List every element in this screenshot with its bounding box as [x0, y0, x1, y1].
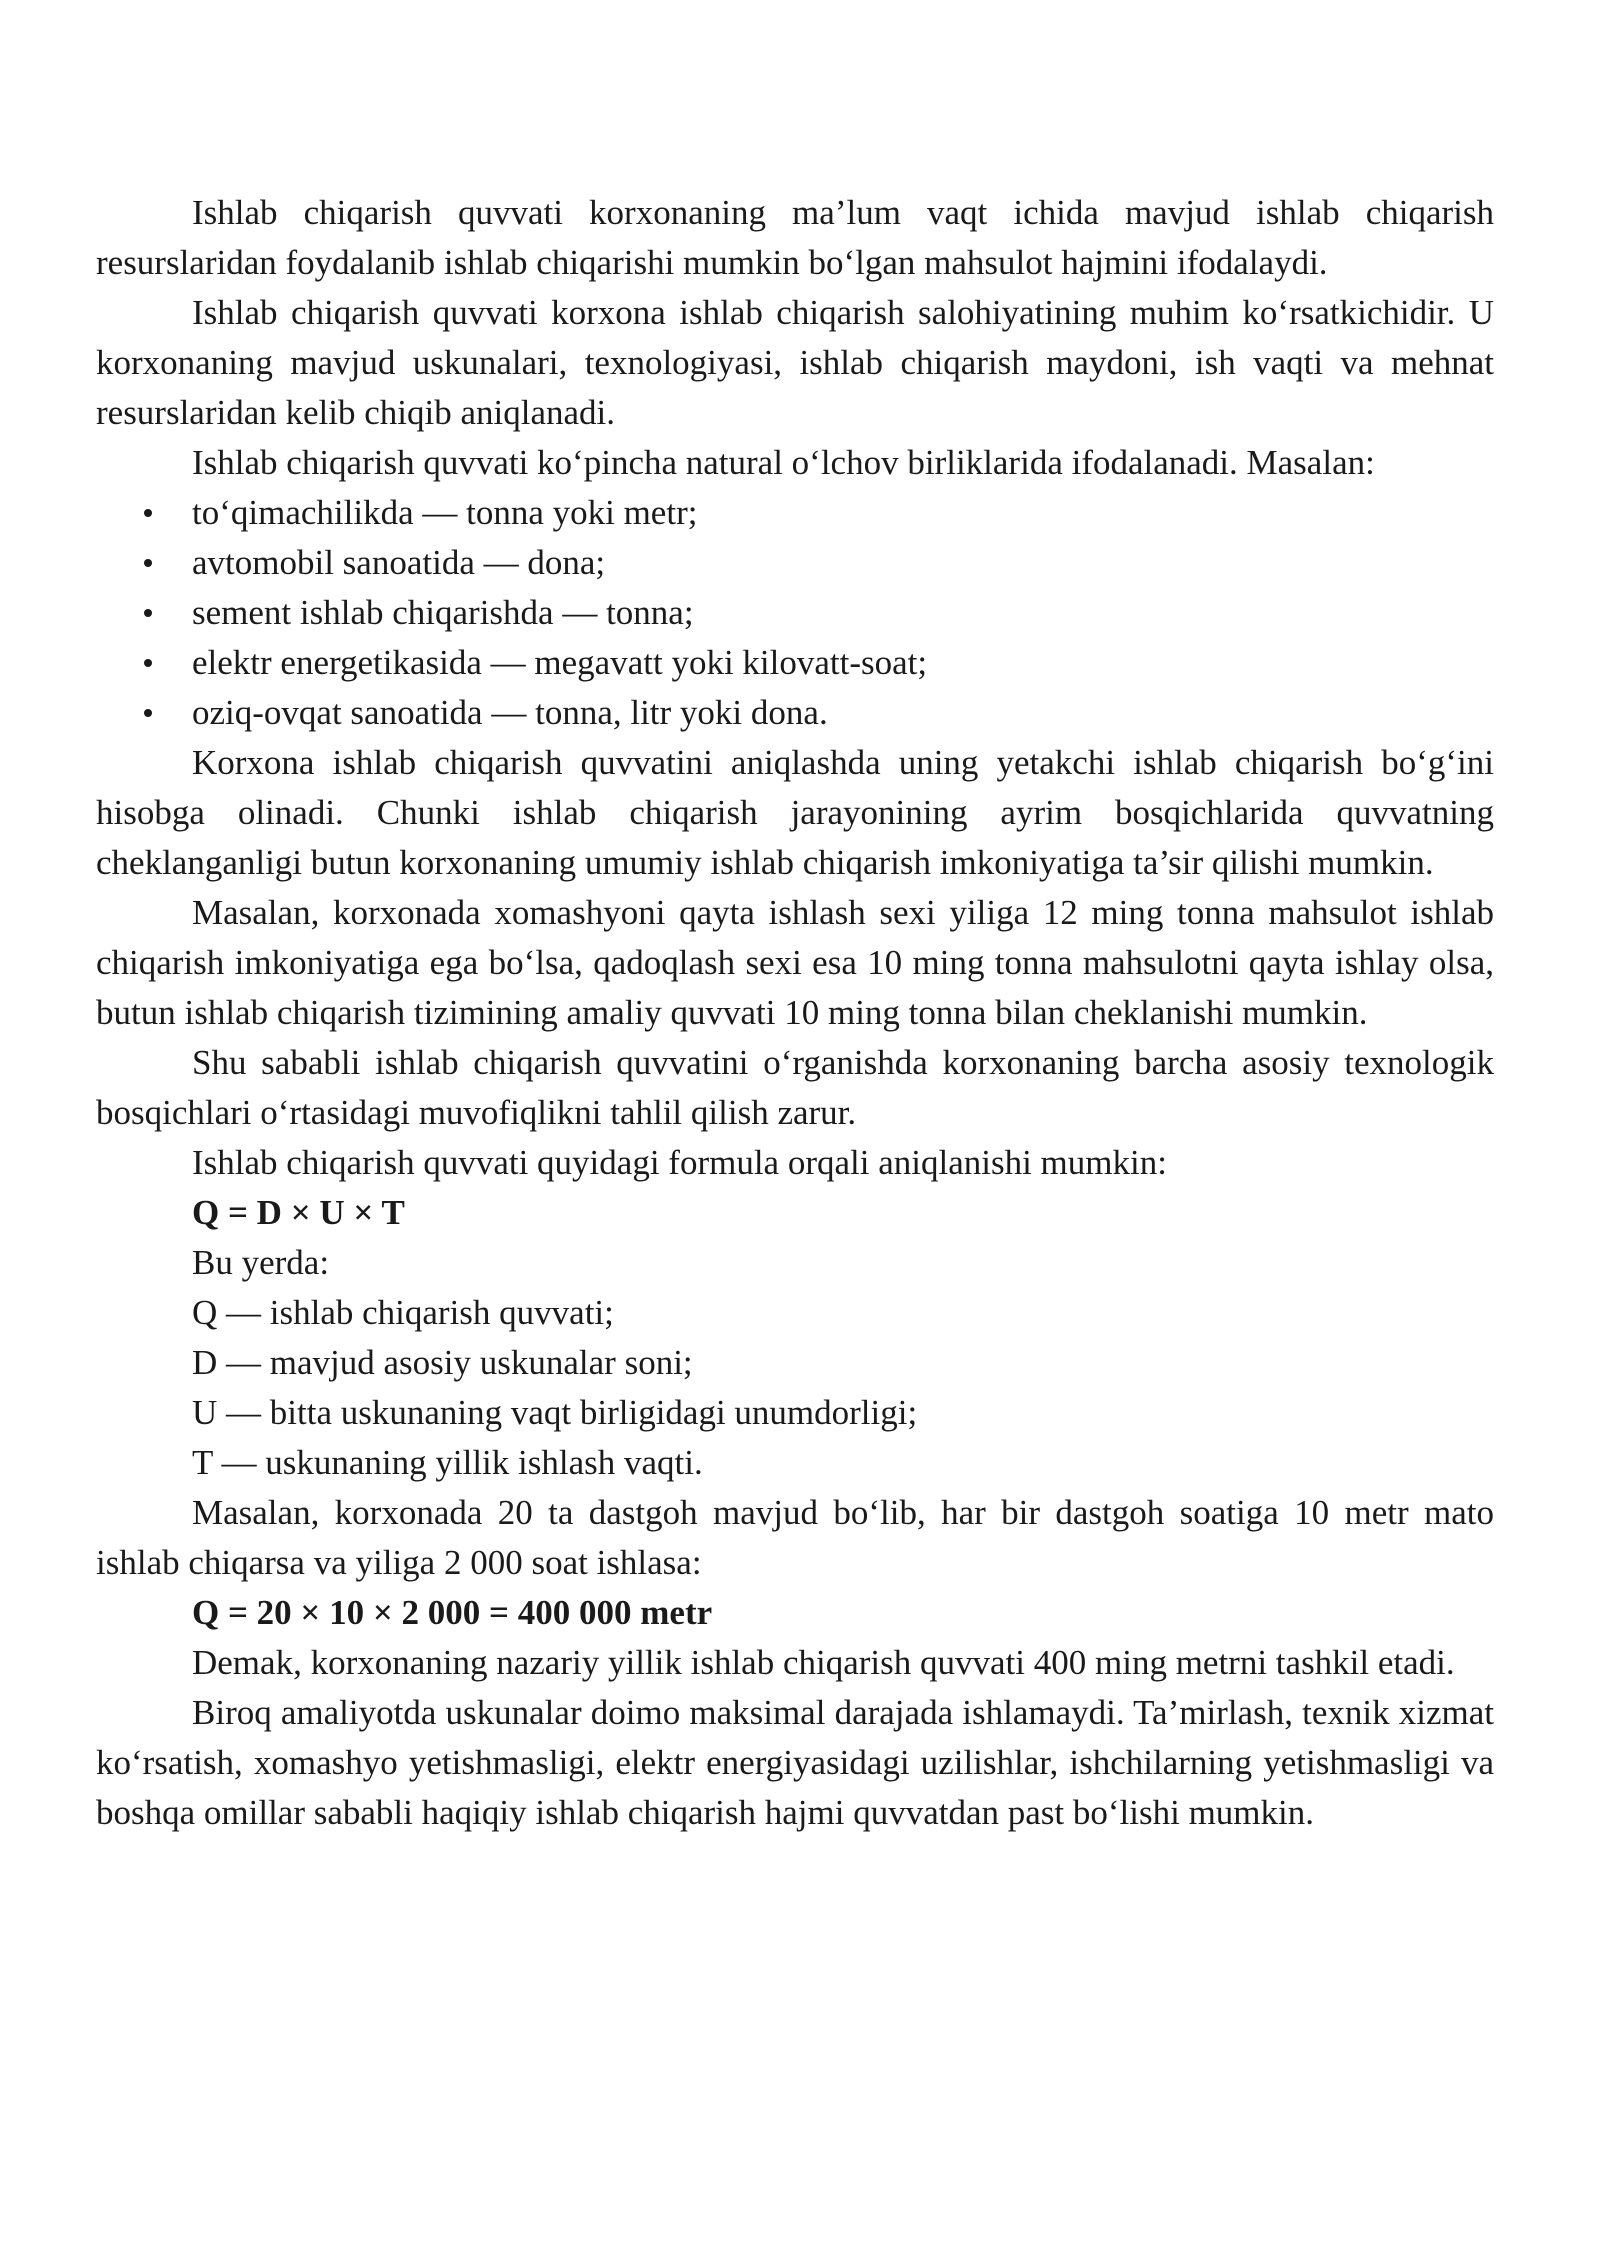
list-item — [96, 538, 1494, 588]
example-formula: Q = 20 × 10 × 2 000 = 400 000 metr — [192, 1593, 713, 1632]
list-item-text: oziq-ovqat sanoatida — tonna, litr yoki dona. — [192, 693, 828, 732]
list-item-text: sement ishlab chiqarishda — tonna; — [192, 593, 694, 632]
paragraph-example-looms: Masalan, korxonada 20 ta dastgoh mavjud bo‘lib, har bir dastgoh soatiga 10 metr mato ishlab chiqarsa va yiliga 2 000 soat ishlasa: — [96, 1493, 1494, 1582]
list-item — [96, 488, 1494, 538]
bullet-icon — [144, 609, 152, 617]
paragraph-formula-intro: Ishlab chiqarish quvvati quyidagi formula orqali aniqlanishi mumkin: — [192, 1143, 1167, 1182]
formula-legend-item: U — bitta uskunaning vaqt birligidagi unumdorligi; — [192, 1393, 918, 1432]
list-item — [96, 588, 1494, 638]
bullet-icon — [144, 709, 152, 717]
document-page — [96, 188, 1494, 1838]
list-item — [96, 638, 1494, 688]
paragraph-leading-link: Korxona ishlab chiqarish quvvatini aniqlashda uning yetakchi ishlab chiqarish bo‘g‘ini hisobga olinadi. Chunki ishlab chiqarish jarayonining ayrim bosqichlarida quvvatning cheklanganligi butun korxonaning umumiy ishlab chiqarish imkoniyatiga ta’sir qilishi mumkin. — [96, 743, 1494, 882]
list-item-text: avtomobil sanoatida — dona; — [192, 543, 606, 582]
formula: Q = D × U × T — [192, 1193, 405, 1232]
list-item-text: elektr energetikasida — megavatt yoki kilovatt-soat; — [192, 643, 928, 682]
bullet-icon — [144, 559, 152, 567]
bullet-icon — [144, 509, 152, 517]
paragraph-indicator: Ishlab chiqarish quvvati korxona ishlab chiqarish salohiyatining muhim ko‘rsatkichidir. U korxonaning mavjud uskunalari, texnologiyasi, ishlab chiqarish maydoni, ish vaqti va mehnat resurslaridan kelib chiqib aniqlanadi. — [96, 293, 1494, 432]
formula-legend-item: D — mavjud asosiy uskunalar soni; — [192, 1343, 693, 1382]
list-item-text: to‘qimachilikda — tonna yoki metr; — [192, 493, 698, 532]
formula-legend-intro: Bu yerda: — [192, 1243, 330, 1282]
paragraph-conclusion: Demak, korxonaning nazariy yillik ishlab chiqarish quvvati 400 ming metrni tashkil etadi. — [192, 1643, 1455, 1682]
list-item — [96, 688, 1494, 738]
paragraph-units-intro: Ishlab chiqarish quvvati ko‘pincha natural o‘lchov birliklarida ifodalanadi. Masalan: — [192, 443, 1375, 482]
paragraph-definition: Ishlab chiqarish quvvati korxonaning ma’lum vaqt ichida mavjud ishlab chiqarish resurslaridan foydalanib ishlab chiqarishi mumkin bo‘lgan mahsulot hajmini ifodalaydi. — [96, 193, 1494, 282]
formula-legend-item: Q — ishlab chiqarish quvvati; — [192, 1293, 614, 1332]
bullet-icon — [144, 659, 152, 667]
units-list — [96, 488, 1494, 738]
formula-legend-item: T — uskunaning yillik ishlash vaqti. — [192, 1443, 703, 1482]
paragraph-analysis: Shu sababli ishlab chiqarish quvvatini o‘rganishda korxonaning barcha asosiy texnologik bosqichlari o‘rtasidagi muvofiqlikni tahlil qilish zarur. — [96, 1043, 1494, 1132]
paragraph-practice: Biroq amaliyotda uskunalar doimo maksimal darajada ishlamaydi. Ta’mirlash, texnik xizmat ko‘rsatish, xomashyo yetishmasligi, elektr energiyasidagi uzilishlar, ishchilarning yetishmasligi va boshqa omillar sababli haqiqiy ishlab chiqarish hajmi quvvatdan past bo‘lishi mumkin. — [96, 1693, 1494, 1832]
paragraph-example-capacity: Masalan, korxonada xomashyoni qayta ishlash sexi yiliga 12 ming tonna mahsulot ishlab chiqarish imkoniyatiga ega bo‘lsa, qadoqlash sexi esa 10 ming tonna mahsulotni qayta ishlay olsa, butun ishlab chiqarish tizimining amaliy quvvati 10 ming tonna bilan cheklanishi mumkin. — [96, 893, 1494, 1032]
